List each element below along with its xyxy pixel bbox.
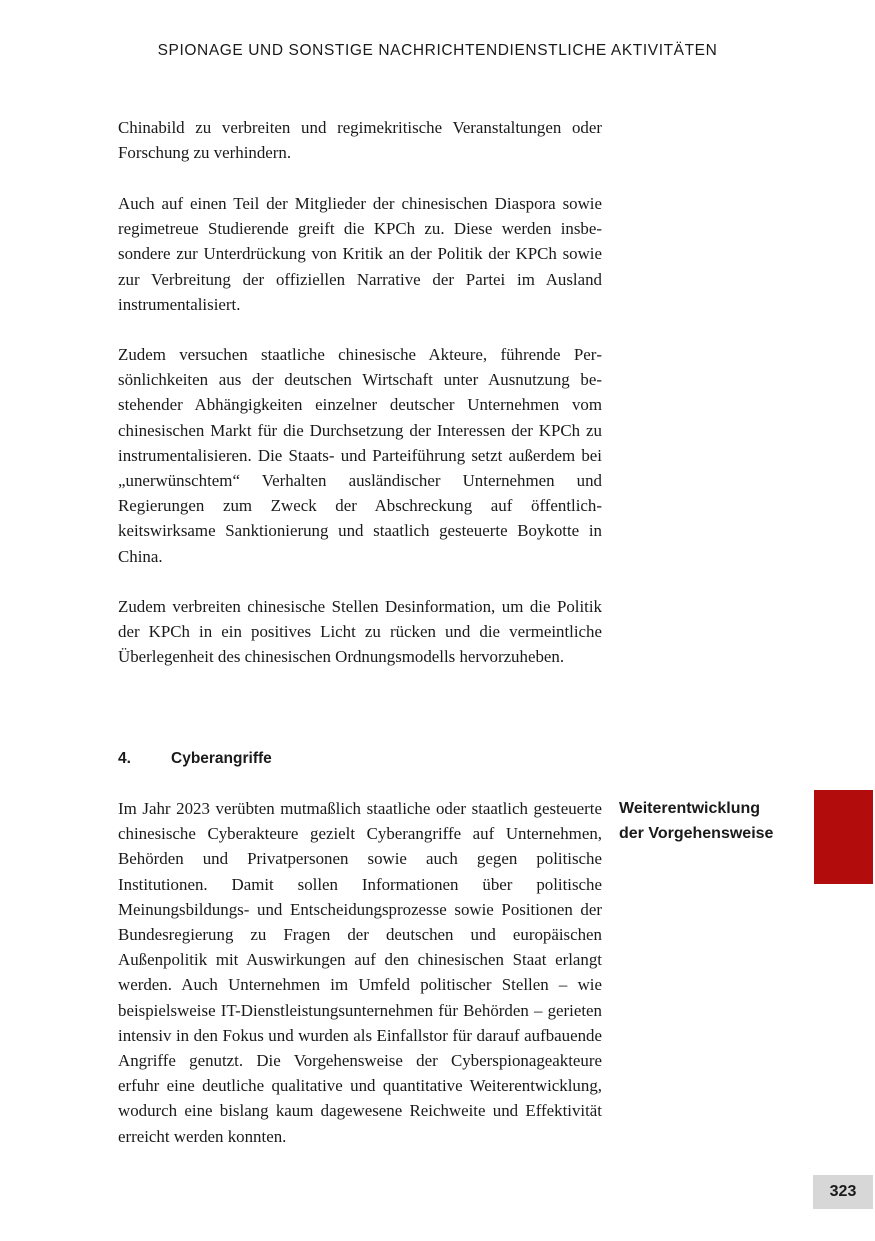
section-heading <box>118 748 272 770</box>
page-number: 323 <box>813 1175 873 1209</box>
paragraph-4: Zudem verbreiten chinesische Stellen Desinformation, um die Politik der KPCh in ein positives Licht zu rücken und die vermeintliche Überlegenheit des chinesischen Ordnungsmodells hervorzuheben. <box>118 597 602 667</box>
margin-note <box>619 796 809 846</box>
running-header: SPIONAGE UND SONSTIGE NACHRICHTENDIENSTLICHE AKTIVITÄTEN <box>157 42 718 59</box>
paragraph-3: Zudem versuchen staatliche chinesische Akteure, führende Persönlichkeiten aus der deutschen Wirtschaft unter Ausnutzung bestehender Abhängigkeiten einzelner deutscher Unternehmen vom chinesischen Markt für die Durchsetzung der Interessen der KPCh zu instrumentalisieren. Die Staats- und Parteiführung setzt außerdem bei „unerwünschtem“ Verhalten ausländischer Unternehmen und Regierungen zum Zweck der Abschreckung auf öffentlichkeitswirksame Sanktionierung und staatlich gesteuerte Boykotte in China. <box>118 345 602 566</box>
margin-note-line-1: Weiterentwicklung <box>619 800 761 817</box>
paragraph-1: Chinabild zu verbreiten und regimekritische Veranstaltungen oder Forschung zu verhindern. <box>118 118 602 163</box>
margin-note-line-2: der Vorgehensweise <box>619 825 774 842</box>
chapter-tab <box>814 790 873 884</box>
paragraph-5: Im Jahr 2023 verübten mutmaßlich staatliche oder staatlich gesteuerte chinesische Cyberakteure gezielt Cyberangriffe auf Unternehmen, Behörden und Privatpersonen sowie auch gegen politische Institutionen. Damit sollen Informationen über politische Meinungsbildungs- und Entscheidungsprozesse sowie Positionen der Bundesregierung zu Fragen der deutschen und europäischen Außenpolitik mit Auswirkungen auf den chinesischen Staat erlangt werden. Auch Unternehmen im Umfeld politischer Stellen – wie beispielsweise IT-Dienstleistungsunternehmen für Behörden – gerieten intensiv in den Fokus und wurden als Einfallstor für darauf aufbauende Angriffe genutzt. Die Vorgehensweise der Cyberspionageakteure erfuhr eine deutliche qualitative und quantitative Weiterentwicklung, wodurch eine bislang kaum dagewesene Reichweite und Effektivität erreicht werden konnten. <box>118 799 602 1146</box>
section-number: 4. <box>118 750 131 767</box>
paragraph-2: Auch auf einen Teil der Mitglieder der chinesischen Diaspora sowie regimetreue Studierende greift die KPCh zu. Diese werden insbesondere zur Unterdrückung von Kritik an der Politik der KPCh sowie zur Verbreitung der offiziellen Narrative der Partei im Ausland instrumentalisiert. <box>118 194 602 314</box>
section-title: Cyberangriffe <box>171 750 272 767</box>
